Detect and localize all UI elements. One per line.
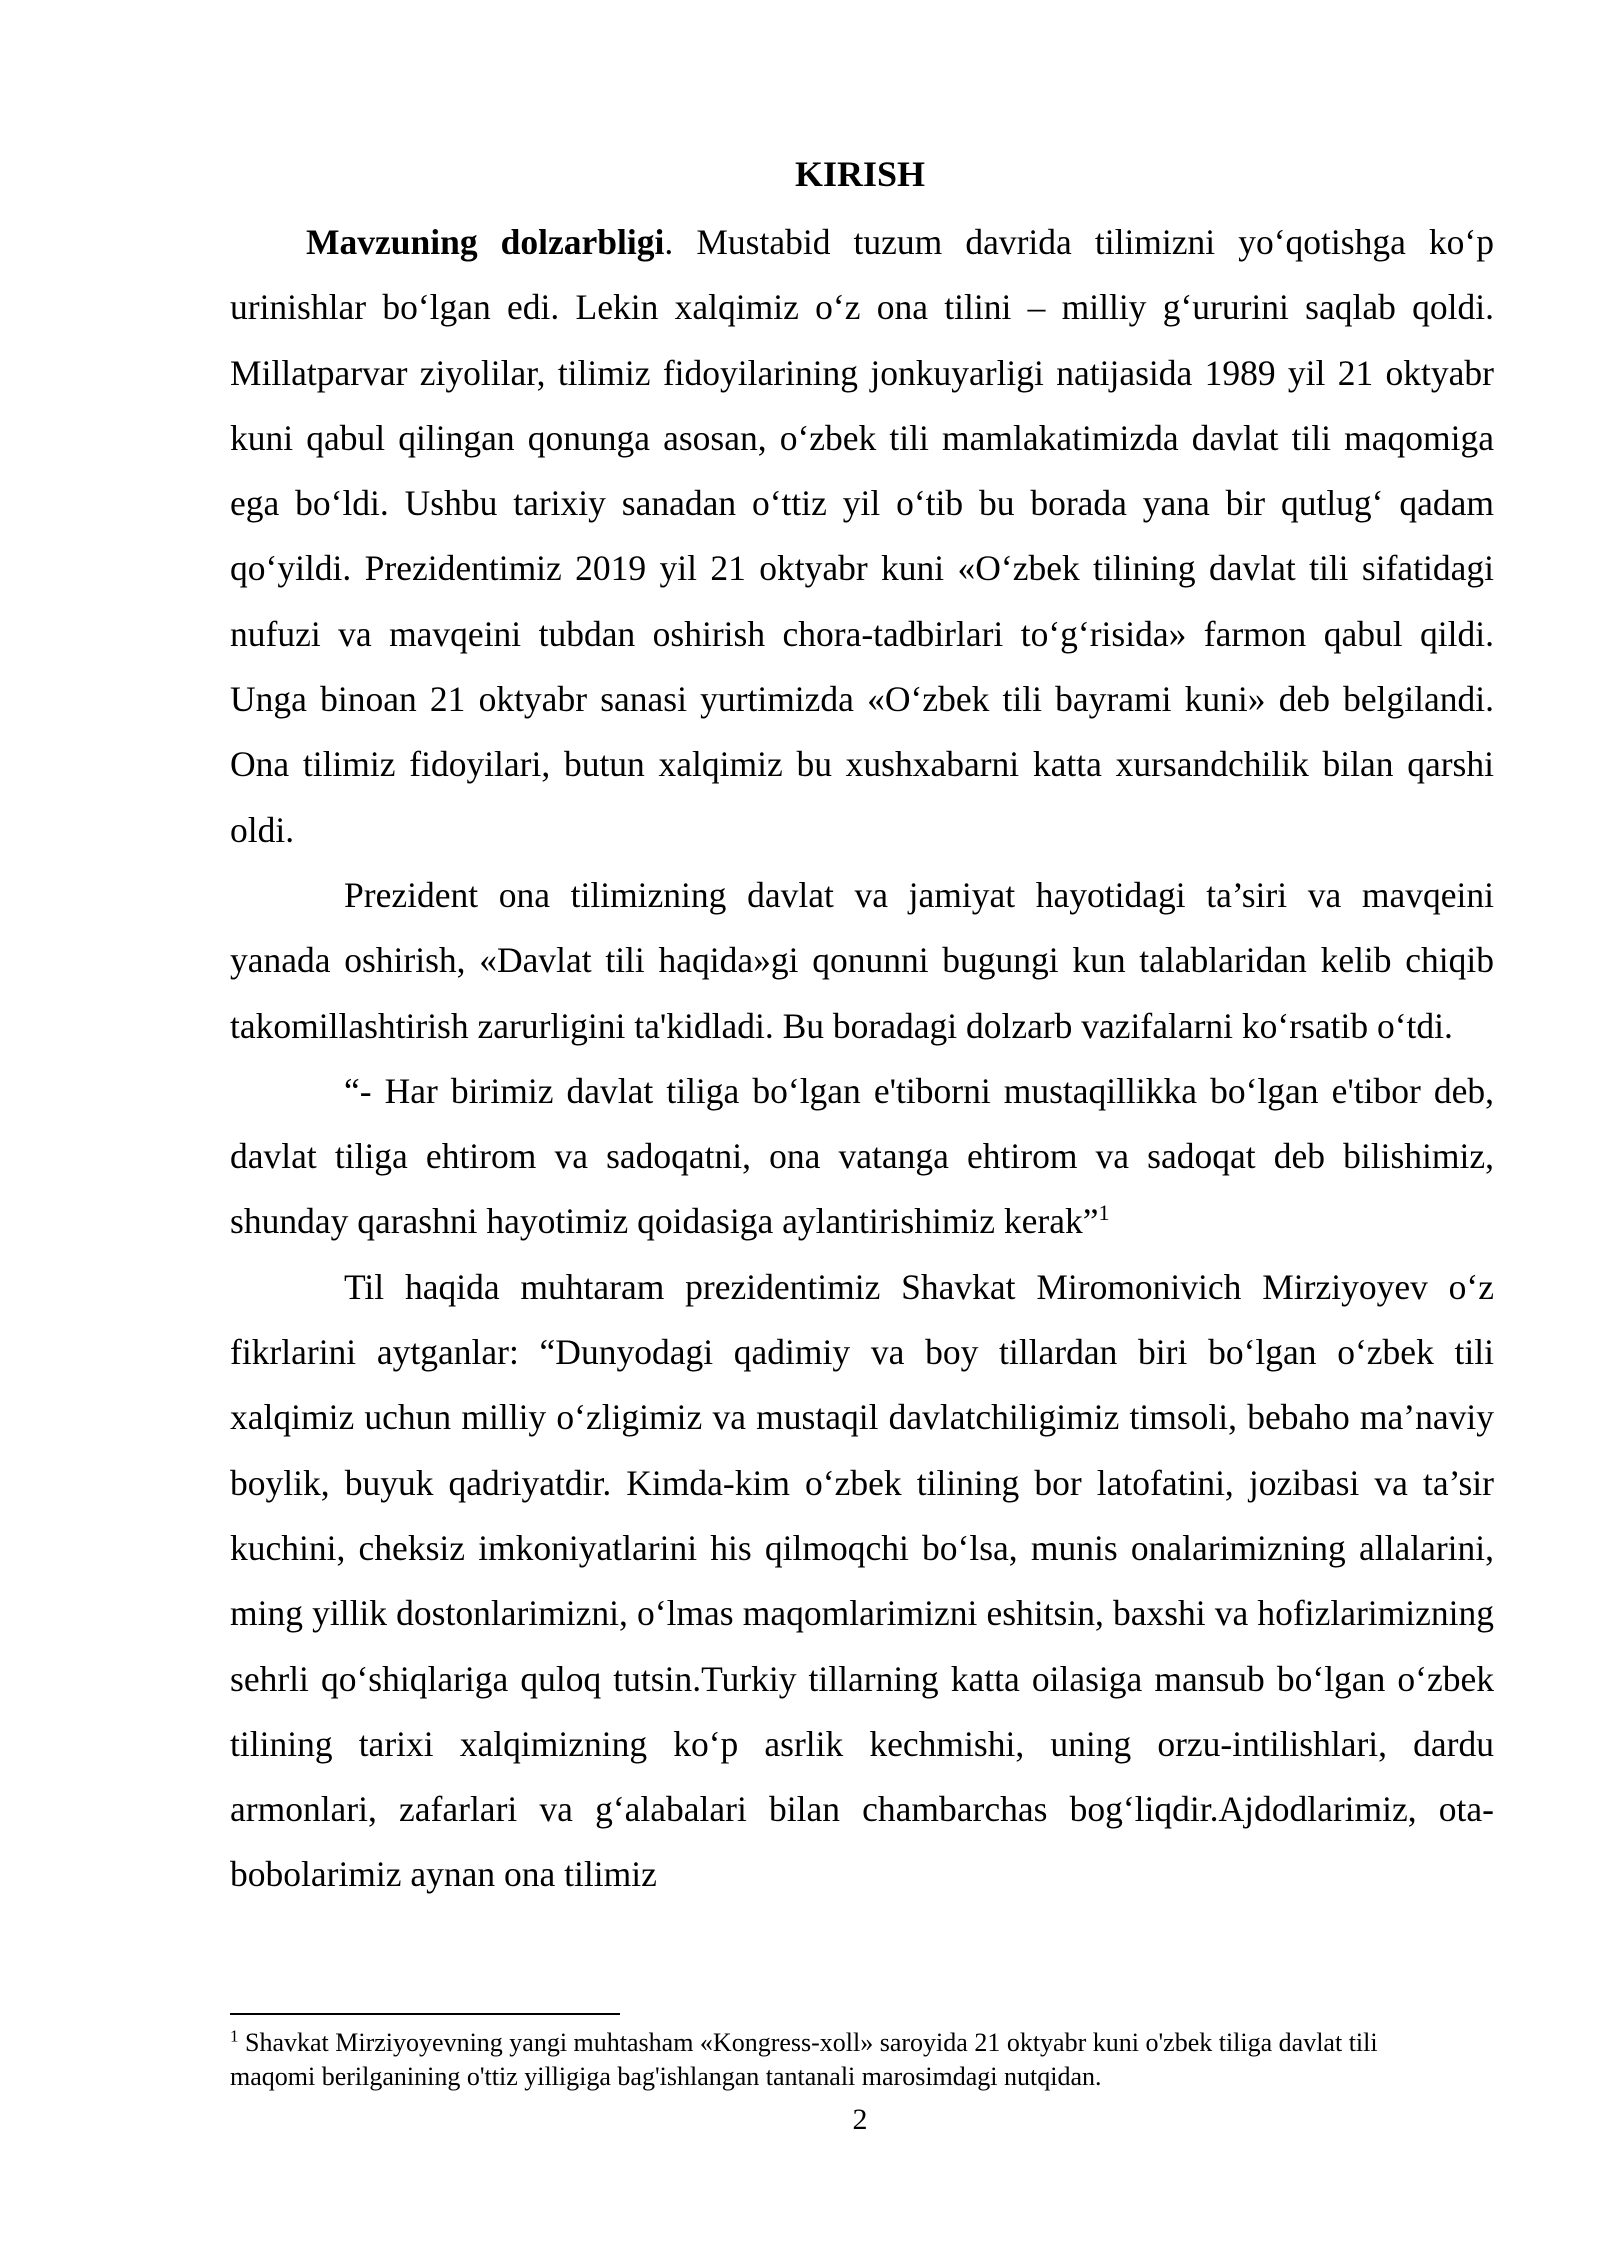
body-text	[230, 210, 1494, 1908]
paragraph-lead: Mavzuning dolzarbligi	[306, 222, 665, 262]
paragraph-language: Til haqida muhtaram prezidentimiz Shavkat Miromonivich Mirziyoyev o‘z fikrlarini aytganlar: “Dunyodagi qadimiy va boy tillardan biri bo‘lgan o‘zbek tili xalqimiz uchun milliy o‘zligimiz va mustaqil davlatchiligimiz timsoli, bebaho ma’naviy boylik, buyuk qadriyatdir. Kimda-kim o‘zbek tilining bor latofatini, jozibasi va ta’sir kuchini, cheksiz imkoniyatlarini his qilmoqchi bo‘lsa, munis onalarimizning allalarini, ming yillik dostonlarimizni, o‘lmas maqomlarimizni eshitsin, baxshi va hofizlarimizning sehrli qo‘shiqlariga quloq tutsin.Turkiy tillarning katta oilasiga mansub bo‘lgan o‘zbek tilining tarixi xalqimizning ko‘p asrlik kechmishi, uning orzu-intilishlari, dardu armonlari, zafarlari va g‘alabalari bilan chambarchas bog‘liqdir.Ajdodlarimiz, ota-bobolarimiz aynan ona tilimiz	[230, 1266, 1494, 1895]
footnote	[230, 2026, 1430, 2094]
paragraph-text: . Mustabid tuzum davrida tilimizni yo‘qotishga ko‘p urinishlar bo‘lgan edi. Lekin xalqimiz o‘z ona tilini – milliy g‘ururini saqlab qoldi. Millatparvar ziyolilar, tilimiz fidoyilarining jonkuyarligi natijasida 1989 yil 21 oktyabr kuni qabul qilingan qonunga asosan, o‘zbek tili mamlakatimizda davlat tili maqomiga ega bo‘ldi. Ushbu tarixiy sanadan o‘ttiz yil o‘tib bu borada yana bir qutlug‘ qadam qo‘yildi. Prezidentimiz 2019 yil 21 oktyabr kuni «O‘zbek tilining davlat tili sifatidagi nufuzi va mavqeini tubdan oshirish chora-tadbirlari to‘g‘risida» farmon qabul qildi. Unga binoan 21 oktyabr sanasi yurtimizda «O‘zbek tili bayrami kuni» deb belgilandi. Ona tilimiz fidoyilari, butun xalqimiz bu xushxabarni katta xursandchilik bilan qarshi oldi.	[230, 222, 1494, 850]
page-number: 2	[852, 2103, 868, 2136]
footnote-number: 1	[230, 2026, 239, 2046]
paragraph-quote	[230, 1059, 1494, 1255]
footnote-separator	[230, 2013, 620, 2015]
section-heading: KIRISH	[794, 154, 926, 194]
footnote-text: Shavkat Mirziyoyevning yangi muhtasham «Kongress-xoll» saroyida 21 oktyabr kuni o'zbek tiliga davlat tili maqomi berilganining o'ttiz yilligiga bag'ishlangan tantanali marosimdagi nutqidan.	[230, 2028, 1378, 2091]
quote-text: “- Har birimiz davlat tiliga bo‘lgan e'tiborni mustaqillikka bo‘lgan e'tibor deb, davlat tiliga ehtirom va sadoqatni, ona vatanga ehtirom va sadoqat deb bilishimiz, shunday qarashni hayotimiz qoidasiga aylantirishimiz kerak”	[230, 1070, 1494, 1242]
footnote-reference[interactable]: 1	[1098, 1200, 1110, 1226]
paragraph-president: Prezident ona tilimizning davlat va jamiyat hayotidagi ta’siri va mavqeini yanada oshirish, «Davlat tili haqida»gi qonunni bugungi kun talablaridan kelib chiqib takomillashtirish zarurligini ta'kidladi. Bu boradagi dolzarb vazifalarni ko‘rsatib o‘tdi.	[230, 874, 1494, 1046]
paragraph-relevance	[230, 210, 1494, 863]
